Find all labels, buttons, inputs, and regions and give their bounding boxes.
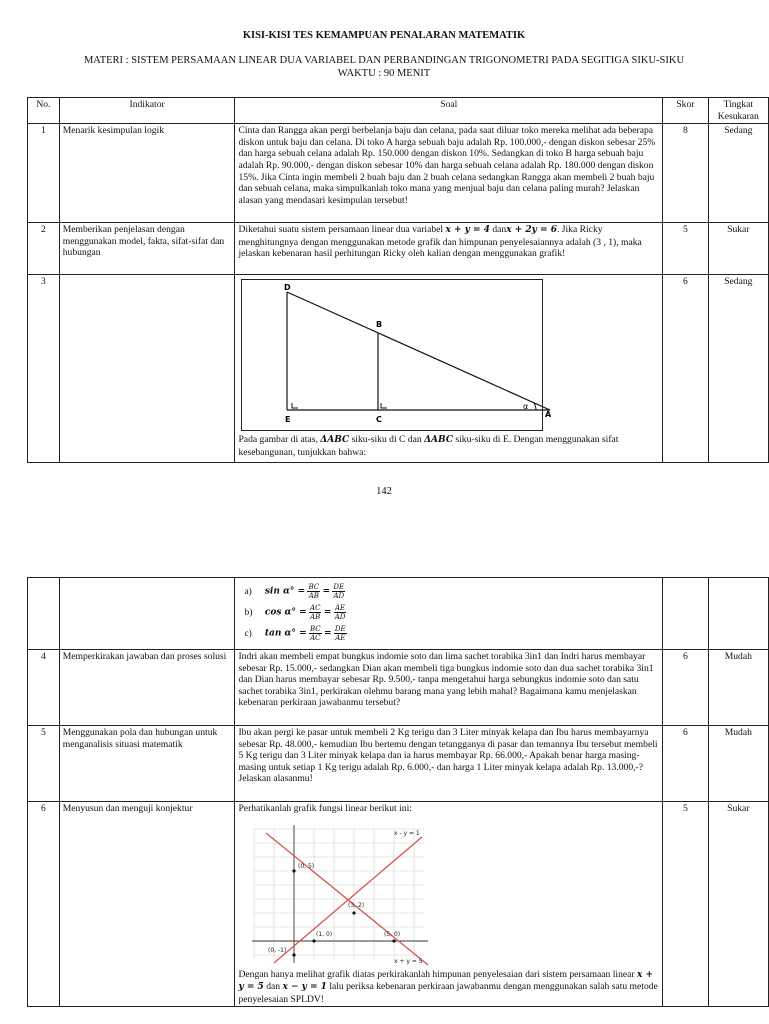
table-row bbox=[28, 223, 769, 275]
row-tingkat: Mudah bbox=[708, 650, 768, 726]
row-no: 2 bbox=[28, 223, 60, 275]
equation: x + 2y = 6 bbox=[506, 225, 557, 236]
table-row bbox=[28, 802, 769, 1007]
row-indikator: Menggunakan pola dan hubungan untuk menganalisis situasi matematik bbox=[59, 726, 235, 802]
vertex-label-a: A bbox=[545, 410, 552, 420]
point-label-5-0: (5, 0) bbox=[384, 930, 401, 938]
row-no: 6 bbox=[28, 802, 60, 1007]
formula-cos: b) cos α° = $\frac{AC}{AB}$ = $\frac{AE}{AD}$ bbox=[244, 604, 346, 621]
graph-question-text: Dengan hanya melihat grafik diatas perkirakanlah himpunan penyelesaian dari sistem persamaan linear x + y = 5 dan x − y = 1 lalu periksa kebenaran perkiraan jawabanmu dengan menggunakan salah satu metode penyelesaian SPLDV! bbox=[238, 968, 658, 1005]
row-no: 4 bbox=[28, 650, 60, 726]
row-tingkat: Sedang bbox=[708, 124, 768, 223]
table-row bbox=[28, 578, 769, 650]
header-skor: Skor bbox=[663, 98, 709, 124]
line-label-x-plus-y: x + y = 5 bbox=[394, 957, 424, 965]
table-row bbox=[28, 650, 769, 726]
point-label-3-2: (3, 2) bbox=[348, 901, 365, 909]
row-soal: Indri akan membeli empat bungkus indomie soto dan lima sachet torabika 3in1 dan Indri harus membayar sebesar Rp. 15.000,- sedangkan Dian akan membeli tiga bungkus indomie soto dan dua sachet torabika 3in1 dan Dian harus membayar sebesar Rp. 9.500,- tanpa mengetahui harga sebungkus indomie soto dan satu sachet torabika 3in1, perkirakan olehmu barang mana yang lebih mahal? Bagaimana kamu menjelaskan kebenaran perkiraan jawabanmu tersebut? bbox=[235, 650, 663, 726]
header-indikator: Indikator bbox=[59, 98, 235, 124]
vertex-label-b: B bbox=[376, 320, 383, 330]
row-tingkat: Mudah bbox=[708, 726, 768, 802]
row-no: 1 bbox=[28, 124, 60, 223]
triangle-diagram-box bbox=[241, 279, 552, 431]
linear-graph bbox=[244, 819, 434, 967]
header-soal: Soal bbox=[235, 98, 663, 124]
row-skor: 6 bbox=[663, 275, 709, 463]
row-indikator bbox=[59, 275, 235, 463]
row-skor: 5 bbox=[663, 802, 709, 1007]
row-skor: 8 bbox=[663, 124, 709, 223]
row-skor: 5 bbox=[663, 223, 709, 275]
row-tingkat: Sedang bbox=[708, 275, 768, 463]
header-tingkat: Tingkat Kesukaran bbox=[708, 98, 768, 124]
equation: x + y = 4 bbox=[445, 225, 490, 236]
vertex-label-d: D bbox=[284, 283, 292, 293]
row-soal: Cinta dan Rangga akan pergi berbelanja baju dan celana, pada saat diluar toko mereka melihat ada beberapa diskon untuk baju dan celana. Di toko A harga sebuah baju adalah Rp. 100.000,- dengan diskon sebesar 25% dan harga sebuah celana adalah Rp. 150.000 dengan diskon 10%. Sedangkan di toko B harga sebuah baju adalah Rp. 90.000,- dengan diskon sebesar 10% dan harga sebuah celana adalah Rp. 180.000 dengan diskon 15%. Jika Cinta ingin membeli 2 buah baju dan 2 buah celana sedangkan Rangga akan membeli 2 buah baju dan sebuah celana, maka simpulkanlah toko mana yang menjual baju dan celana paling murah? Jelaskan alasan yang mendasari kesimpulan tersebut! bbox=[235, 124, 663, 223]
kisi-kisi-table-page1 bbox=[27, 97, 769, 463]
triangle-diagram bbox=[242, 280, 552, 430]
vertex-label-e: E bbox=[285, 415, 291, 425]
row-skor: 6 bbox=[663, 650, 709, 726]
formula-sin: a) sin α° = $\frac{BC}{AB}$ = $\frac{DE}{AD}$ bbox=[244, 583, 345, 600]
materi-line: MATERI : SISTEM PERSAMAAN LINEAR DUA VARIABEL DAN PERBANDINGAN TRIGONOMETRI PADA SEGITIGA SIKU-SIKU bbox=[83, 55, 685, 66]
vertex-label-c: C bbox=[376, 415, 383, 425]
row-tingkat: Sukar bbox=[708, 802, 768, 1007]
table-row bbox=[28, 275, 769, 463]
row-soal: Perhatikanlah grafik fungsi linear berikut ini: x - y = 1 x + y = 5 (0, 5) (3, 2) (1, 0) (5, 0) (0, -1) Dengan hanya melihat grafik diatas perkirakanlah himpunan penyelesaian dari sistem persamaan linear x + y = 5 dan x − y = 1 lalu periksa kebenaran perkiraan jawabanmu dengan menggunakan salah satu metode penyelesaian SPLDV! bbox=[235, 802, 663, 1007]
row-soal bbox=[235, 275, 663, 463]
angle-label-alpha: α bbox=[523, 402, 529, 412]
row-soal: Diketahui suatu sistem persamaan linear dua variabel x + y = 4 danx + 2y = 6. Jika Ricky menghitungnya dengan menggunakan metode grafik dan himpunan penyelesaiannya adalah (3 , 1), maka jelaskan kebenaran hasil perhitungan Ricky oleh kalian dengan menggunakan grafik! bbox=[235, 223, 663, 275]
formula-tan: c) tan α° = $\frac{BC}{AC}$ = $\frac{DE}{AE}$ bbox=[244, 625, 346, 642]
table-row bbox=[28, 124, 769, 223]
row-no: 5 bbox=[28, 726, 60, 802]
row-indikator: Menyusun dan menguji konjektur bbox=[59, 802, 235, 1007]
point-label-1-0: (1, 0) bbox=[316, 930, 333, 938]
row-indikator: Menarik kesimpulan logik bbox=[59, 124, 235, 223]
row-no: 3 bbox=[28, 275, 60, 463]
row-indikator: Memberikan penjelasan dengan menggunakan model, fakta, sifat-sifat dan hubungan bbox=[59, 223, 235, 275]
document-title: KISI-KISI TES KEMAMPUAN PENALARAN MATEMATIK bbox=[242, 30, 526, 41]
table-header-row bbox=[28, 98, 769, 124]
line-label-x-minus-y: x - y = 1 bbox=[394, 829, 421, 837]
row-skor: 6 bbox=[663, 726, 709, 802]
formula-list bbox=[235, 578, 663, 650]
equation: x + y = 5 bbox=[238, 969, 654, 993]
header-no: No. bbox=[28, 98, 60, 124]
point-label-0-neg1: (0, -1) bbox=[268, 946, 287, 954]
equation: x − y = 1 bbox=[282, 982, 327, 993]
row-tingkat: Sukar bbox=[708, 223, 768, 275]
page-number: 142 bbox=[376, 486, 392, 497]
kisi-kisi-table-page2 bbox=[27, 577, 769, 1007]
row-indikator: Memperkirakan jawaban dan proses solusi bbox=[59, 650, 235, 726]
point-label-0-5: (0, 5) bbox=[298, 862, 315, 870]
table-row bbox=[28, 726, 769, 802]
row-soal: Ibu akan pergi ke pasar untuk membeli 2 Kg terigu dan 3 Liter minyak kelapa dan Ibu harus membayarnya sebesar Rp. 48.000,- kemudian Ibu bertemu dengan tetangganya di pasar dan temannya Ibu tersebut membeli 5 Kg terigu dan 3 Liter minyak kelapa dan ia harus membayar Rp. 66.000,- Apakah benar harga masing-masing untuk setiap 1 Kg terigu adalah Rp. 6.000,- dan harga 1 Liter minyak kelapa adalah Rp. 13.000,-? Jelaskan alasanmu! bbox=[235, 726, 663, 802]
waktu-line: WAKTU : 90 MENIT bbox=[337, 68, 431, 79]
triangle-question-text: Pada gambar di atas, ΔABC siku-siku di C dan ΔABC siku-siku di E. Dengan menggunakan sifat kesebangunan, tunjukkan bahwa: bbox=[238, 434, 619, 458]
